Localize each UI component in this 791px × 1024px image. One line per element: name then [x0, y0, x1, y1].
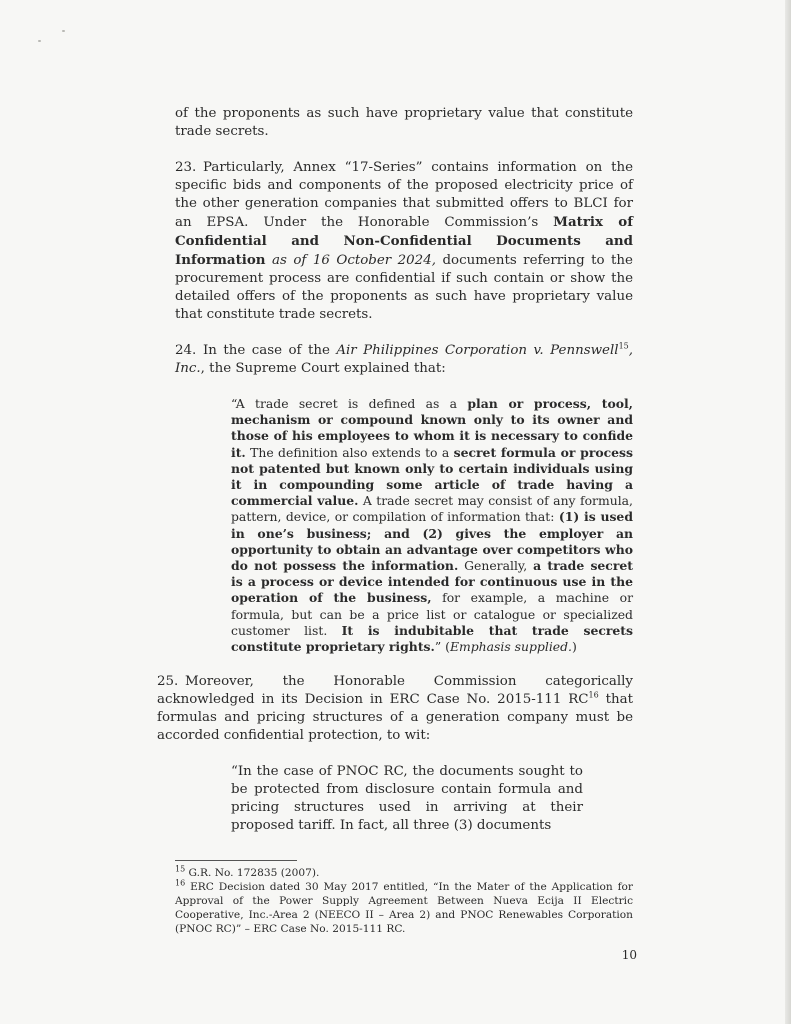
body-text — [157, 105, 634, 835]
paragraph-number: 25. — [157, 674, 179, 690]
scan-speck — [62, 30, 65, 32]
scan-speck — [38, 40, 41, 42]
footnote-ref-15: 15 — [618, 341, 629, 351]
paragraph-24: 24. In the case of the Air Philippines Corporation v. Pennswell$^{15}$, Inc., the Supreme Court explained that: — [175, 341, 634, 376]
block-quote-trade-secret: “A trade secret is defined as a plan or process, tool, mechanism or compound known only to its owner and those of his employees to whom it is necessary to confide it. The definition also extends to a secret formula or process not patented but known only to certain individuals using it in compounding some article of trade having a commercial value. A trade secret may consist of any formula, pattern, device, or compilation of information that: (1) is used in one’s business; and (2) gives the employer an opportunity to obtain an advantage over competitors who do not possess the information. Generally, a trade secret is a process or device intended for continuous use in the operation of the business, for example, a machine or formula, but can be a price list or catalogue or specialized customer list. It is indubitable that trade secrets constitute proprietary rights.” (Emphasis supplied.) — [231, 396, 633, 655]
paragraph-23: 23. Particularly, Annex “17-Series” contains information on the specific bids and components of the proposed electricity price of the other generation companies that submitted offers to BLCI for an EPSA. Under the Honorable Commission’s Matrix of Confidential and Non-Confidential Documents and Information as of 16 October 2024, documents referring to the procurement process are confidential if such contain or show the detailed offers of the proponents as such have proprietary value that constitute trade secrets. — [175, 160, 633, 322]
scan-edge-shadow — [785, 0, 791, 1024]
page-number: 10 — [621, 948, 637, 962]
footnote-15: $^{15}$ G.R. No. 172835 (2007). — [175, 864, 320, 879]
block-quote-pnoc: “In the case of PNOC RC, the documents sought to be protected from disclosure contain formula and pricing structures used in arriving at their proposed tariff. In fact, all three (3) documents — [231, 764, 583, 834]
footnote-separator — [175, 860, 297, 861]
case-title: Air Philippines Corporation v. Pennswell — [336, 343, 619, 358]
paragraph-25: 25. Moreover, the Honorable Commission categorically acknowledged in its Decision in ERC Case No. 2015-111 RC$^{16}$ that formulas and pricing structures of a generation company must be accorded confidential protection, to wit: — [157, 674, 633, 744]
footnote-ref-16: 16 — [588, 690, 599, 700]
paragraph-continued: of the proponents as such have proprietary value that constitute trade secrets. — [175, 106, 633, 139]
footnote-16: $^{16}$ ERC Decision dated 30 May 2017 entitled, “In the Mater of the Application for Approval of the Power Supply Agreement Between Nueva Ecija II Electric Cooperative, Inc.-Area 2 (NEECO II – Area 2) and PNOC Renewables Corporation (PNOC RC)” – ERC Case No. 2015-111 RC. — [175, 878, 633, 935]
paragraph-number: 23. — [175, 160, 197, 175]
footnotes — [175, 866, 633, 936]
paragraph-number: 24. — [175, 343, 197, 358]
matrix-title: Matrix of Confidential and Non-Confidential Documents and Information — [175, 214, 633, 268]
